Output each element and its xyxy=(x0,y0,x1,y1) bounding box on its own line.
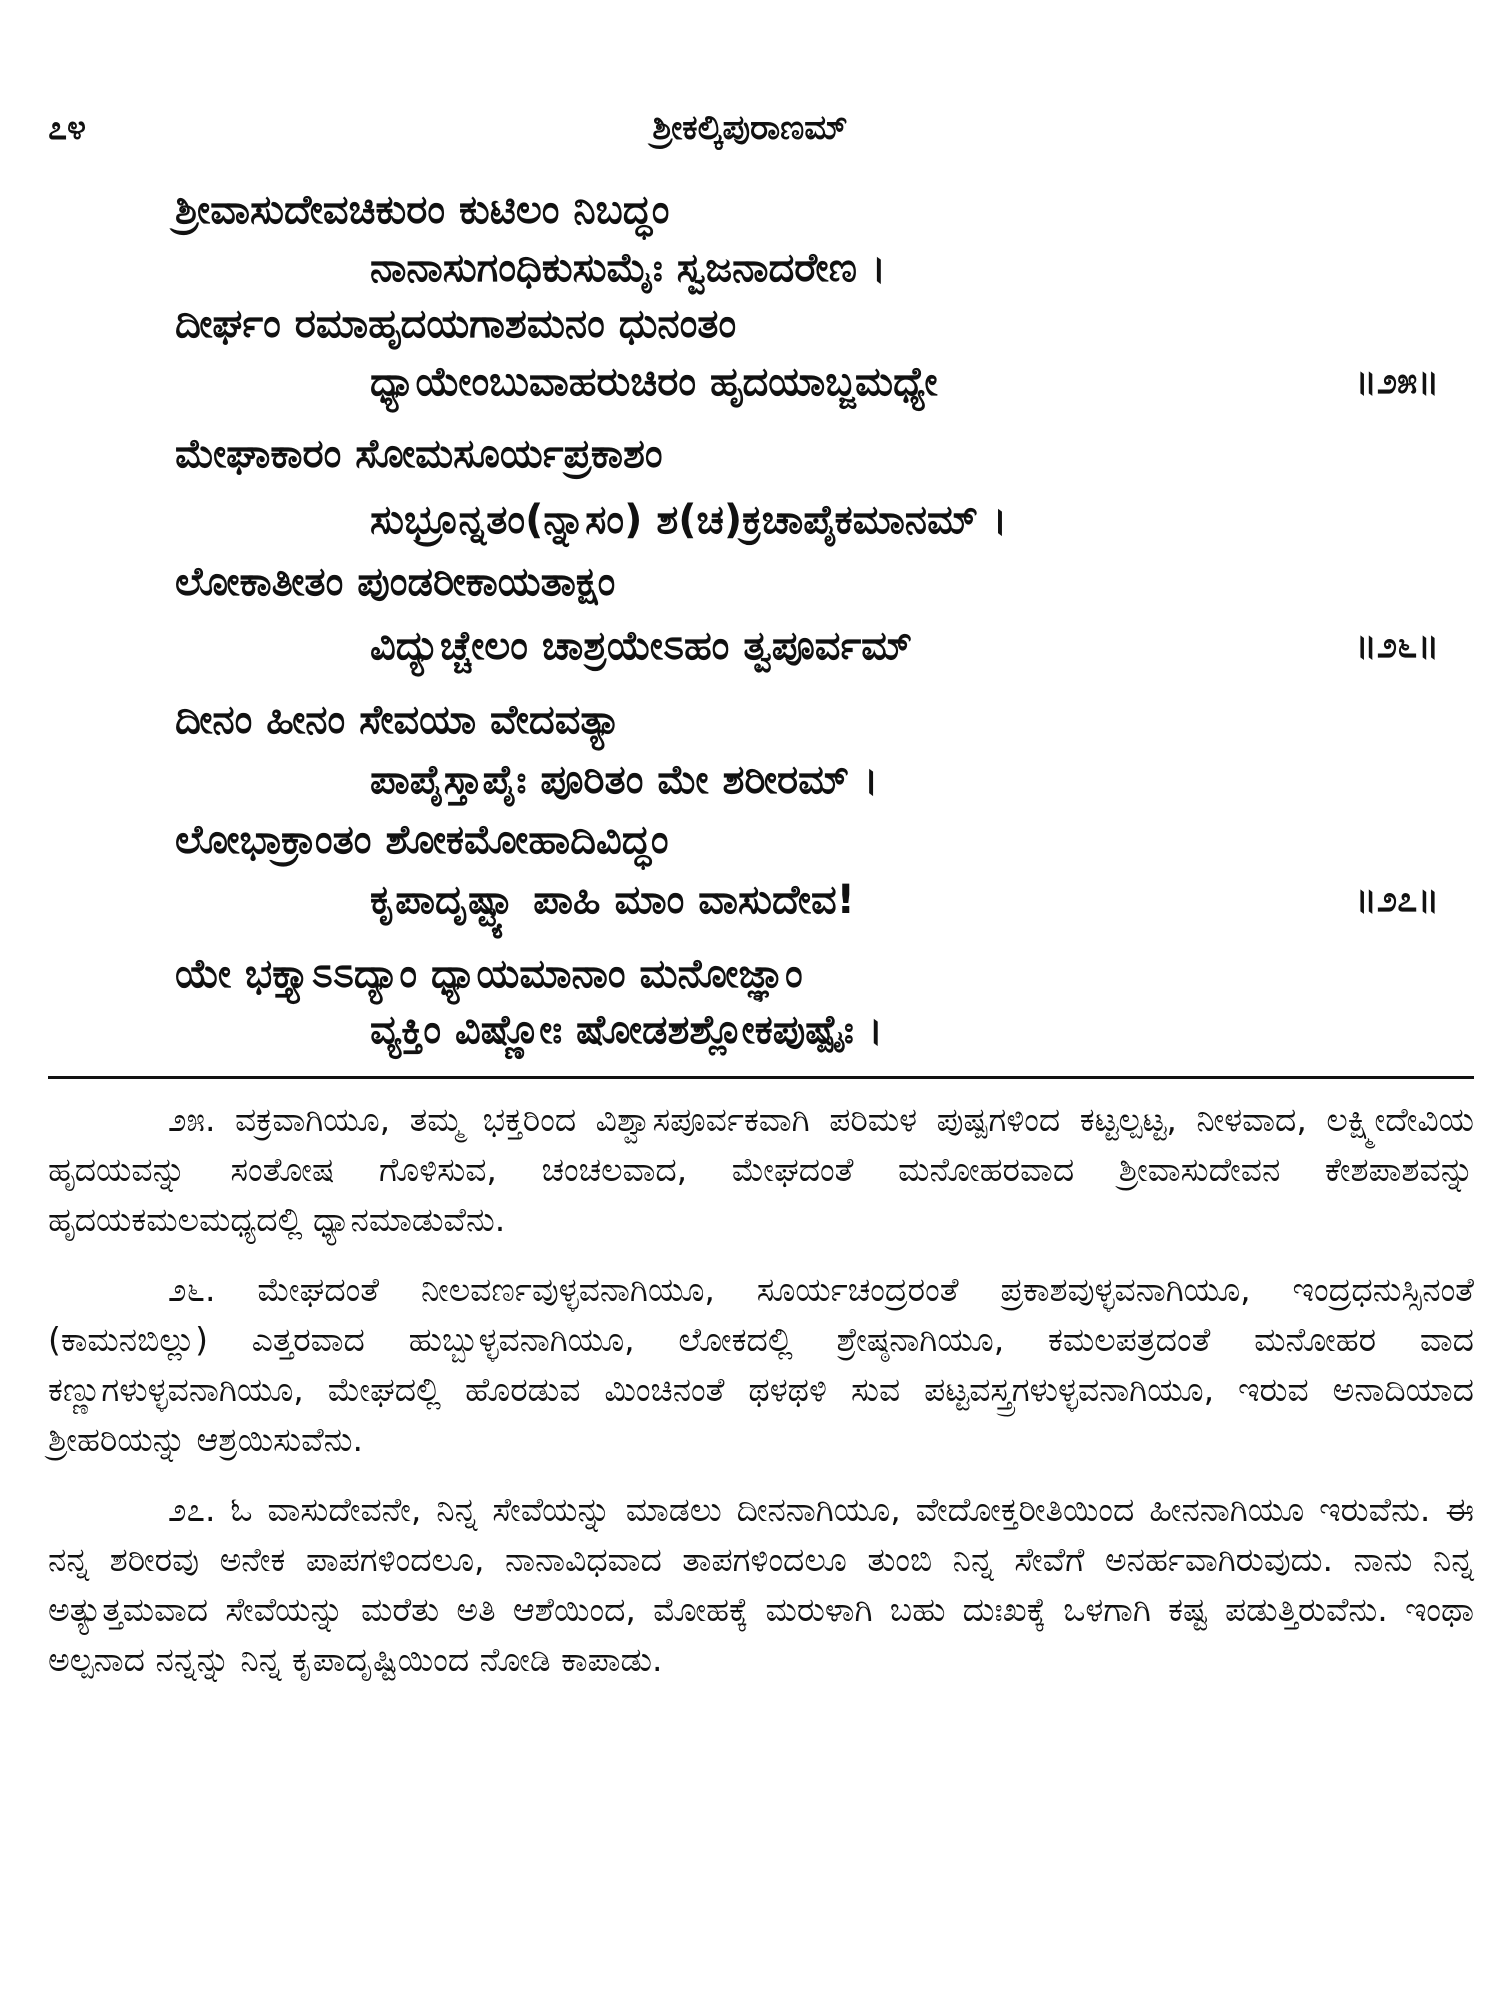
section-divider xyxy=(48,1076,1474,1079)
page-header xyxy=(48,108,1452,158)
verse-number: ॥೨೭॥ xyxy=(1355,879,1440,920)
verse-line: ಪಾಪೈಸ್ತಾಪೈಃ ಪೂರಿತಂ ಮೇ ಶರೀರಮ್ । xyxy=(370,757,879,803)
verse-line: ಯೇ ಭಕ್ತ್ಯಾಽಽದ್ಯಾಂ ಧ್ಯಾಯಮಾನಾಂ ಮನೋಜ್ಞಾಂ xyxy=(175,951,803,997)
commentary-paragraph: ೨೭. ಓ ವಾಸುದೇವನೇ, ನಿನ್ನ ಸೇವೆಯನ್ನು ಮಾಡಲು ದೀನನಾಗಿಯೂ, ವೇದೋಕ್ತರೀತಿಯಿಂದ ಹೀನನಾಗಿಯೂ ಇರುವೆನು. ಈ ನನ್ನ ಶರೀರವು ಅನೇಕ ಪಾಪಗಳಿಂದಲೂ, ನಾನಾವಿಧವಾದ ತಾಪಗಳಿಂದಲೂ ತುಂಬಿ ನಿನ್ನ ಸೇವೆಗೆ ಅನರ್ಹವಾಗಿರುವುದು. ನಾನು ನಿನ್ನ ಅತ್ಯುತ್ತಮವಾದ ಸೇವೆಯನ್ನು ಮರೆತು ಅತಿ ಆಶೆಯಿಂದ, ಮೋಹಕ್ಕೆ ಮರುಳಾಗಿ ಬಹು ದುಃಖಕ್ಕೆ ಒಳಗಾಗಿ ಕಷ್ಟ ಪಡುತ್ತಿರುವೆನು. ಇಂಥಾ ಅಲ್ಪನಾದ ನನ್ನನ್ನು ನಿನ್ನ ಕೃಪಾದೃಷ್ಟಿಯಿಂದ ನೋಡಿ ಕಾಪಾಡು. xyxy=(48,1490,1474,1679)
verse-line: ಲೋಭಾಕ್ರಾಂತಂ ಶೋಕಮೋಹಾದಿವಿದ್ಧಂ xyxy=(175,817,669,863)
verse-number: ॥೨೫॥ xyxy=(1355,361,1440,402)
page-number: ೭೪ xyxy=(48,108,87,148)
verse-line: ಸುಭ್ರೂನ್ನತಂ(ನ್ನಾಸಂ) ಶ(ಚ)ಕ್ರಚಾಪೈಕಮಾನಮ್ । xyxy=(370,497,1008,543)
verse-line: ನಾನಾಸುಗಂಧಿಕುಸುಮೈಃ ಸ್ವಜನಾದರೇಣ । xyxy=(370,245,887,291)
commentary-paragraph: ೨೬. ಮೇಘದಂತೆ ನೀಲವರ್ಣವುಳ್ಳವನಾಗಿಯೂ, ಸೂರ್ಯಚಂದ್ರರಂತೆ ಪ್ರಕಾಶವುಳ್ಳವನಾಗಿಯೂ, ಇಂದ್ರಧನುಸ್ಸಿನಂತೆ (ಕಾಮನಬಿಲ್ಲು) ಎತ್ತರವಾದ ಹುಬ್ಬುಳ್ಳವನಾಗಿಯೂ, ಲೋಕದಲ್ಲಿ ಶ್ರೇಷ್ಠನಾಗಿಯೂ, ಕಮಲಪತ್ರದಂತೆ ಮನೋಹರ ವಾದ ಕಣ್ಣುಗಳುಳ್ಳವನಾಗಿಯೂ, ಮೇಘದಲ್ಲಿ ಹೊರಡುವ ಮಿಂಚಿನಂತೆ ಥಳಥಳಿ ಸುವ ಪಟ್ಟವಸ್ತ್ರಗಳುಳ್ಳವನಾಗಿಯೂ, ಇರುವ ಅನಾದಿಯಾದ ಶ್ರೀಹರಿಯನ್ನು ಆಶ್ರಯಿಸುವೆನು. xyxy=(48,1270,1474,1459)
verse-line: ದೀನಂ ಹೀನಂ ಸೇವಯಾ ವೇದವತ್ಯಾ xyxy=(175,697,622,743)
verse-number: ॥೨೬॥ xyxy=(1355,625,1440,666)
running-title: ಶ್ರೀಕಲ್ಕಿಪುರಾಣಮ್ xyxy=(652,108,848,148)
kannada-commentary xyxy=(48,1095,1474,1705)
commentary-paragraph: ೨೫. ವಕ್ರವಾಗಿಯೂ, ತಮ್ಮ ಭಕ್ತರಿಂದ ವಿಶ್ವಾಸಪೂರ್ವಕವಾಗಿ ಪರಿಮಳ ಪುಷ್ಪಗಳಿಂದ ಕಟ್ಟಲ್ಪಟ್ಟ, ನೀಳವಾದ, ಲಕ್ಷ್ಮೀದೇವಿಯ ಹೃದಯವನ್ನು ಸಂತೋಷ ಗೊಳಿಸುವ, ಚಂಚಲವಾದ, ಮೇಘದಂತೆ ಮನೋಹರವಾದ ಶ್ರೀವಾಸುದೇವನ ಕೇಶಪಾಶವನ್ನು ಹೃದಯಕಮಲಮಧ್ಯದಲ್ಲಿ ಧ್ಯಾನಮಾಡುವೆನು. xyxy=(48,1100,1474,1239)
verse-line: ಧ್ಯಾಯೇಂಬುವಾಹರುಚಿರಂ ಹೃದಯಾಬ್ಜಮಧ್ಯೇ xyxy=(370,359,938,405)
verse-line: ಮೇಘಾಕಾರಂ ಸೋಮಸೂರ್ಯಪ್ರಕಾಶಂ xyxy=(175,431,663,477)
verse-line: ವಿದ್ಯುಚ್ಚೇಲಂ ಚಾಶ್ರಯೇಽಹಂ ತ್ವಪೂರ್ವಮ್ xyxy=(370,623,913,669)
verse-line: ದೀರ್ಘಂ ರಮಾಹೃದಯಗಾಶಮನಂ ಧುನಂತಂ xyxy=(175,301,737,347)
verse-line: ಲೋಕಾತೀತಂ ಪುಂಡರೀಕಾಯತಾಕ್ಷಂ xyxy=(175,559,616,605)
verse-line: ವ್ಯಕ್ತಿಂ ವಿಷ್ಣೋಃ ಷೋಡಶಶ್ಲೋಕಪುಷ್ಪೈಃ । xyxy=(370,1007,883,1053)
verse-line: ಶ್ರೀವಾಸುದೇವಚಿಕುರಂ ಕುಟಿಲಂ ನಿಬದ್ಧಂ xyxy=(175,187,670,233)
verse-line: ಕೃಪಾದೃಷ್ಟ್ಯಾ ಪಾಹಿ ಮಾಂ ವಾಸುದೇವ! xyxy=(370,877,855,923)
